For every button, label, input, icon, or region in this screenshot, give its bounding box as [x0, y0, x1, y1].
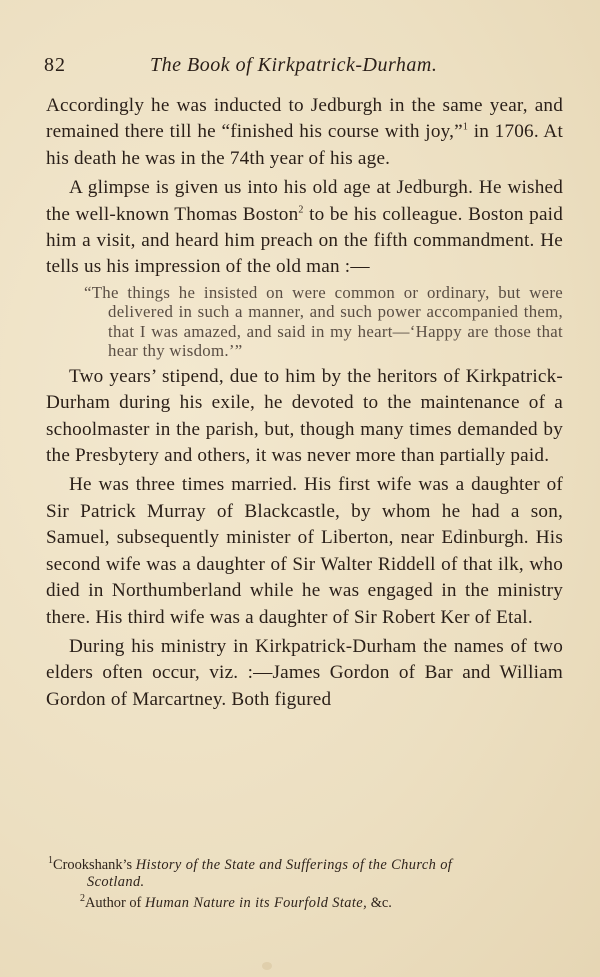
body-text [46, 93, 563, 713]
footnote-2-title: Human Nature in its Fourfold State, [144, 895, 368, 911]
paragraph-3: Two years’ stipend, due to him by the heritors of Kirkpatrick-Durham during his exile, he devoted to the maintenance of a schoolmaster in the parish, but, though many times demanded by the Presbytery and others, it was never more than partially paid. [46, 365, 563, 467]
footnote-1-title-b: Scotland. [87, 874, 145, 890]
footnote-ref-2: 2 [298, 204, 304, 216]
paragraph-5: During his ministry in Kirkpatrick-Durham the names of two elders often occur, viz. :—James Gordon of Bar and William Gordon of Marcartney. Both figured [46, 635, 563, 710]
page-header [0, 54, 600, 84]
footnote-1-marker: 1 [48, 855, 53, 867]
footnote-2-lead: Author of [85, 895, 145, 911]
footnote-2-tail: &c. [367, 895, 392, 911]
paragraph-1-text-b: in 1706. At his death he was in the 74th year of his age. [46, 121, 564, 169]
paragraph-2-text-a: A glimpse is given us into his old age at Jedburgh. He wished the well-known Thomas Boston [46, 177, 563, 225]
page-number: 82 [44, 54, 66, 76]
paper-stain [262, 962, 272, 970]
footnote-ref-1: 1 [462, 122, 469, 134]
paragraph-1-text-a: Accordingly he was inducted to Jedburgh in the same year, and remained there till he “finished his course with joy,” [46, 95, 563, 143]
footnote-2 [48, 895, 568, 912]
footnote-1 [48, 857, 568, 891]
footnote-2-marker: 2 [80, 893, 85, 905]
footnote-1-title-a: History of the State and Sufferings of the Church of [135, 857, 453, 873]
paragraph-1 [46, 93, 563, 172]
paragraph-2 [46, 175, 563, 281]
paragraph-4: He was three times married. His first wife was a daughter of Sir Patrick Murray of Blackcastle, by whom he had a son, Samuel, subsequently minister of Liberton, near Edinburgh. His second wife was a daughter of Sir Walter Riddell of that ilk, who died in Northumberland while he was engaged in the ministry there. His third wife was a daughter of Sir Robert Ker of Etal. [46, 474, 563, 628]
footnote-1-lead: Crookshank’s [53, 857, 136, 873]
footnotes [48, 857, 568, 912]
running-title: The Book of Kirkpatrick-Durham. [150, 54, 438, 76]
block-quote: “The things he insisted on were common or ordinary, but were delivered in such a manner, and such power accompanied them, that I was amazed, and said in my heart—‘Happy are those that hear thy wisdom.’” [84, 282, 563, 361]
paragraph-2-text-b: to be his colleague. Boston paid him a visit, and heard him preach on the fifth commandment. He tells us his impression of the old man :— [46, 203, 564, 278]
